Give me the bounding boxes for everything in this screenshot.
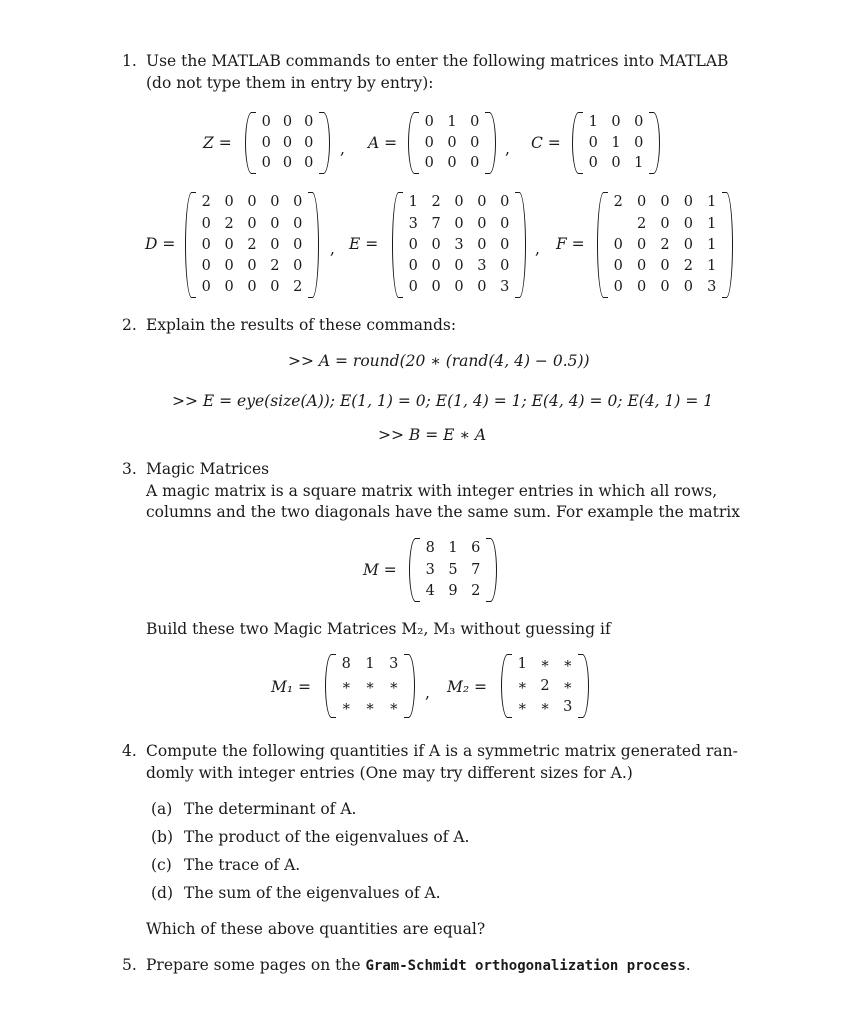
right-paren [515, 192, 526, 298]
q4-item-tag: (d) [151, 884, 174, 902]
q5-text [146, 956, 691, 974]
comma: , [330, 240, 335, 258]
q4-item-text: The determinant of A. [184, 800, 357, 818]
matrix-cell: 0 [282, 155, 293, 172]
q1-line1: Use the MATLAB commands to enter the following matrices into MATLAB [146, 52, 729, 70]
q4-item-text: The product of the eigenvalues of A. [184, 828, 470, 846]
matrix-cell: 2 [431, 194, 441, 211]
matrix-row [335, 679, 405, 694]
comma: , [340, 140, 345, 158]
matrix-cell: 0 [224, 236, 234, 253]
matrix-cell: 0 [293, 257, 303, 274]
matrix-row [511, 700, 579, 715]
matrix-row [195, 259, 309, 274]
q1-line2: (do not type them in entry by entry): [146, 74, 434, 92]
matrix-row [402, 238, 516, 253]
matrix-row [195, 238, 309, 253]
matrix-cell: 0 [683, 215, 693, 232]
matrix-cell: 3 [389, 656, 399, 673]
matrix-cell: 0 [470, 155, 480, 172]
matrix-m-label: M = [363, 561, 397, 579]
matrix-cell: 9 [448, 583, 458, 600]
q3-number: 3. [122, 460, 137, 478]
matrix-cell: 1 [447, 114, 457, 131]
matrix-row [582, 115, 650, 130]
right-paren [308, 192, 319, 298]
matrix-cell: 0 [477, 194, 487, 211]
matrix-cell: 1 [707, 236, 717, 253]
matrix-cell: 0 [201, 279, 211, 296]
matrix-cell: 0 [261, 134, 271, 151]
matrix-cell: 2 [270, 257, 280, 274]
matrix-cell: 3 [563, 699, 573, 716]
matrix-cell: 1 [408, 194, 418, 211]
matrix-cell: 0 [637, 279, 647, 296]
matrix-cell: 0 [613, 279, 623, 296]
q4-item-text: The sum of the eigenvalues of A. [184, 884, 441, 902]
q3-line1: A magic matrix is a square matrix with integer entries in which all rows, [146, 482, 718, 500]
matrix-e [392, 192, 526, 298]
matrix-cell: 0 [408, 257, 418, 274]
q4-item-tag: (c) [151, 856, 172, 874]
matrix-cell: 1 [634, 155, 644, 172]
matrix-cell: 3 [707, 279, 717, 296]
matrix-cell: 0 [270, 279, 280, 296]
right-paren [486, 538, 497, 602]
matrix-a-label: A = [368, 134, 398, 152]
matrix-cell: 5 [448, 561, 458, 578]
matrix-row [419, 563, 487, 578]
right-paren [485, 112, 496, 174]
right-paren [649, 112, 660, 174]
matrix-row [419, 584, 487, 599]
q4-item-tag: (b) [151, 828, 174, 846]
matrix-cell: 6 [471, 540, 481, 557]
matrix-row [418, 156, 486, 171]
right-paren [319, 112, 330, 174]
matrix-cell: 0 [224, 279, 234, 296]
matrix-cell: 0 [261, 155, 271, 172]
matrix-row [255, 115, 320, 130]
matrix-cell: 0 [613, 257, 623, 274]
matrix-row [255, 156, 320, 171]
matrix-z [245, 112, 330, 174]
matrix-cell: 0 [470, 114, 480, 131]
matrix-cell: 2 [683, 257, 693, 274]
matrix-m1 [325, 654, 415, 718]
matrix-cell: 0 [431, 279, 441, 296]
matrix-cell: 0 [588, 134, 598, 151]
matrix-cell: 0 [293, 236, 303, 253]
matrix-row [195, 195, 309, 210]
matrix-cell: 0 [683, 279, 693, 296]
matrix-cell: 0 [270, 194, 280, 211]
q5-prefix: Prepare some pages on the [146, 956, 361, 974]
matrix-row [402, 259, 516, 274]
matrix-cell: 0 [447, 155, 457, 172]
matrix-row [607, 280, 723, 295]
q4-line1: Compute the following quantities if A is a symmetric matrix generated ran- [146, 742, 738, 760]
matrix-cell: 0 [293, 194, 303, 211]
matrix-d [185, 192, 319, 298]
matrix-cell: 2 [613, 194, 623, 211]
matrix-cell: 0 [588, 155, 598, 172]
matrix-cell: 0 [201, 236, 211, 253]
matrix-cell: ∗ [341, 699, 352, 716]
matrix-cell: 2 [293, 279, 303, 296]
matrix-cell: 0 [683, 236, 693, 253]
matrix-cell: 2 [471, 583, 481, 600]
q2-number: 2. [122, 316, 137, 334]
matrix-f [597, 192, 733, 298]
matrix-cell: 1 [517, 656, 527, 673]
matrix-cell: 0 [201, 215, 211, 232]
comma: , [425, 684, 430, 702]
matrix-cell: ∗ [517, 699, 528, 716]
matrix-cell: 0 [247, 279, 257, 296]
matrix-cell: 1 [611, 134, 621, 151]
matrix-cell: 0 [201, 257, 211, 274]
matrix-cell: ∗ [388, 677, 399, 694]
matrix-row [418, 115, 486, 130]
matrix-row [582, 156, 650, 171]
matrix-cell [611, 217, 626, 232]
q3-build-text: Build these two Magic Matrices M₂, M₃ without guessing if [146, 620, 611, 638]
q2-text: Explain the results of these commands: [146, 316, 457, 334]
matrix-cell: 0 [454, 194, 464, 211]
matrix-row [511, 657, 579, 672]
matrix-cell: 1 [365, 656, 375, 673]
matrix-cell: 0 [500, 194, 510, 211]
matrix-cell: 0 [637, 194, 647, 211]
right-paren [578, 654, 589, 718]
matrix-cell: ∗ [341, 677, 352, 694]
matrix-cell: 2 [224, 215, 234, 232]
matrix-row [607, 217, 723, 232]
matrix-cell: 0 [611, 155, 621, 172]
matrix-cell: 0 [431, 236, 441, 253]
matrix-cell: 7 [471, 561, 481, 578]
matrix-cell: 0 [261, 114, 271, 131]
matrix-cell: 3 [408, 215, 418, 232]
matrix-cell: 0 [304, 155, 314, 172]
matrix-row [607, 195, 723, 210]
matrix-cell: 0 [247, 194, 257, 211]
q5-number: 5. [122, 956, 137, 974]
matrix-row [402, 217, 516, 232]
q5-suffix: . [685, 956, 691, 974]
matrix-cell: 2 [247, 236, 257, 253]
matrix-row [418, 136, 486, 151]
q4-number: 4. [122, 742, 137, 760]
matrix-m2-label: M₂ = [447, 678, 487, 696]
matrix-cell: 0 [683, 194, 693, 211]
matrix-row [335, 657, 405, 672]
matrix-cell: ∗ [562, 656, 573, 673]
matrix-cell: 0 [304, 134, 314, 151]
matrix-cell: 0 [634, 134, 644, 151]
q2-command-3: >> B = E ∗ A [378, 426, 487, 444]
matrix-cell: 0 [304, 114, 314, 131]
matrix-cell: ∗ [365, 699, 375, 716]
comma: , [535, 240, 540, 258]
q3-line2: columns and the two diagonals have the same sum. For example the matrix [146, 503, 740, 521]
q2-command-2: >> E = eye(size(A)); E(1, 1) = 0; E(1, 4) = 1; E(4, 4) = 0; E(4, 1) = 1 [172, 392, 714, 410]
matrix-cell: 0 [408, 236, 418, 253]
matrix-cell: 0 [660, 194, 670, 211]
matrix-cell: 2 [637, 215, 647, 232]
comma: , [505, 140, 510, 158]
matrix-cell: ∗ [540, 699, 550, 716]
q3-title: Magic Matrices [146, 460, 270, 478]
matrix-row [255, 136, 320, 151]
matrix-cell: 0 [270, 215, 280, 232]
matrix-cell: 7 [431, 215, 441, 232]
matrix-row [335, 700, 405, 715]
matrix-cell: 0 [424, 114, 434, 131]
matrix-c [572, 112, 660, 174]
matrix-row [511, 679, 579, 694]
matrix-cell: 0 [454, 257, 464, 274]
matrix-row [607, 238, 723, 253]
matrix-d-label: D = [145, 235, 176, 253]
matrix-cell: 1 [707, 215, 717, 232]
matrix-row [582, 136, 650, 151]
matrix-cell: ∗ [517, 677, 528, 694]
matrix-cell: 1 [707, 194, 717, 211]
matrix-row [195, 280, 309, 295]
matrix-f-label: F = [556, 235, 585, 253]
matrix-m2 [501, 654, 589, 718]
matrix-cell: 0 [477, 236, 487, 253]
matrix-row [402, 195, 516, 210]
matrix-cell: 0 [293, 215, 303, 232]
matrix-e-label: E = [349, 235, 379, 253]
matrix-cell: 0 [247, 257, 257, 274]
matrix-cell: 8 [425, 540, 435, 557]
matrix-cell: 0 [660, 279, 670, 296]
matrix-cell: 0 [224, 257, 234, 274]
matrix-cell: 0 [424, 155, 434, 172]
matrix-cell: 0 [611, 114, 621, 131]
matrix-cell: 2 [660, 236, 670, 253]
q4-line2: domly with integer entries (One may try different sizes for A.) [146, 764, 633, 782]
matrix-cell: 0 [500, 236, 510, 253]
q5-code: Gram-Schmidt orthogonalization process [365, 958, 686, 974]
matrix-row [195, 217, 309, 232]
matrix-m [409, 538, 497, 602]
matrix-cell: ∗ [388, 699, 399, 716]
right-paren [722, 192, 733, 298]
matrix-cell: 1 [707, 257, 717, 274]
matrix-c-label: C = [531, 134, 561, 152]
matrix-row [419, 541, 487, 556]
matrix-a [408, 112, 496, 174]
matrix-cell: 4 [425, 583, 435, 600]
matrix-cell: 0 [500, 257, 510, 274]
matrix-cell: 3 [454, 236, 464, 253]
matrix-cell: 0 [637, 257, 647, 274]
matrix-cell: 0 [282, 134, 293, 151]
matrix-cell: 3 [500, 279, 510, 296]
matrix-cell: 0 [447, 134, 457, 151]
matrix-cell: 1 [588, 114, 598, 131]
matrix-row [402, 280, 516, 295]
matrix-cell: 2 [201, 194, 211, 211]
q4-item-tag: (a) [151, 800, 173, 818]
matrix-cell: 0 [224, 194, 234, 211]
matrix-cell: 0 [282, 114, 293, 131]
matrix-cell: 0 [431, 257, 441, 274]
matrix-cell: ∗ [540, 656, 550, 673]
matrix-cell: 0 [408, 279, 418, 296]
matrix-cell: 0 [454, 279, 464, 296]
right-paren [404, 654, 415, 718]
matrix-cell: 0 [637, 236, 647, 253]
matrix-cell: 2 [540, 677, 550, 694]
matrix-cell: 0 [634, 114, 644, 131]
matrix-cell: 0 [247, 215, 257, 232]
matrix-cell: 1 [448, 540, 458, 557]
matrix-cell: 0 [500, 215, 510, 232]
matrix-cell: 8 [341, 656, 351, 673]
matrix-m1-label: M₁ = [271, 678, 311, 696]
matrix-cell: 0 [454, 215, 464, 232]
matrix-cell: 0 [660, 215, 670, 232]
matrix-cell: 0 [270, 236, 280, 253]
q4-item-text: The trace of A. [184, 856, 301, 874]
matrix-cell: 0 [477, 215, 487, 232]
matrix-row [607, 259, 723, 274]
q4-question: Which of these above quantities are equal? [146, 920, 486, 938]
matrix-cell: 0 [613, 236, 623, 253]
matrix-cell: 0 [470, 134, 480, 151]
q2-command-1: >> A = round(20 ∗ (rand(4, 4) − 0.5)) [288, 352, 590, 370]
matrix-z-label: Z = [203, 134, 232, 152]
matrix-cell: ∗ [365, 677, 375, 694]
matrix-cell: ∗ [562, 677, 573, 694]
matrix-cell: 3 [425, 561, 435, 578]
matrix-cell: 0 [477, 279, 487, 296]
matrix-cell: 3 [477, 257, 487, 274]
q1-number: 1. [122, 52, 137, 70]
matrix-cell: 0 [660, 257, 670, 274]
matrix-cell: 0 [424, 134, 434, 151]
